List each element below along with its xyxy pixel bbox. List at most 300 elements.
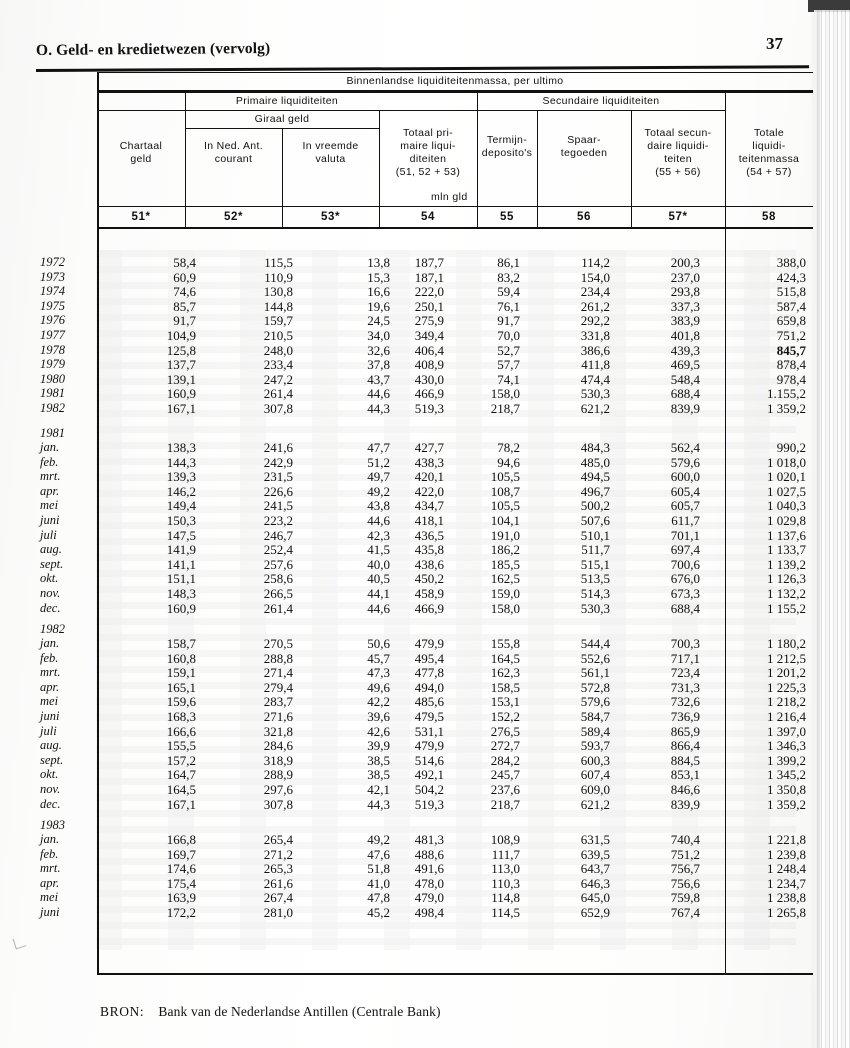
cell-51-sept.: 141,1	[166, 556, 196, 572]
cell-52-okt.: 258,6	[263, 571, 293, 587]
cell-51-aug.: 141,9	[166, 542, 196, 558]
cell-51-juni: 172,2	[166, 905, 196, 920]
cell-56-1975: 261,2	[580, 298, 610, 314]
cell-53-juli: 42,3	[367, 527, 390, 543]
cell-57-1982: 839,9	[670, 401, 700, 416]
cell-57-dec.: 839,9	[670, 796, 700, 812]
colnum-55: 55	[500, 211, 514, 223]
colnum-52: 52*	[223, 211, 244, 223]
colhead-52-line2: courant	[214, 153, 253, 165]
cell-57-dec.: 688,4	[670, 600, 700, 616]
source-label: BRON:	[100, 1004, 145, 1019]
cell-57-mei: 759,8	[670, 890, 700, 906]
cell-53-1981: 44,6	[367, 386, 390, 402]
cell-52-sept.: 257,6	[263, 556, 293, 572]
cell-52-1974: 130,8	[263, 284, 293, 300]
cell-51-mrt.: 139,3	[166, 469, 196, 485]
row-label: mei	[40, 694, 59, 709]
cell-51-1973: 60,9	[173, 269, 196, 285]
cell-58-1975: 587,4	[776, 298, 806, 314]
cell-54-juni: 418,1	[414, 513, 444, 528]
cell-53-aug.: 39,9	[367, 738, 390, 754]
row-label: mei	[40, 498, 59, 513]
cell-56-feb.: 485,0	[580, 454, 610, 470]
colhead-57-line2: daire liquidi-	[647, 140, 709, 152]
cell-54-1975: 250,1	[414, 298, 444, 314]
row-label: feb.	[40, 846, 59, 861]
cell-56-mrt.: 494,5	[580, 469, 610, 485]
cell-58-juli: 1 137,6	[767, 527, 806, 543]
cell-55-mrt.: 113,0	[491, 861, 520, 877]
cell-51-1975: 85,7	[173, 298, 196, 314]
cell-53-jan.: 47,7	[367, 440, 390, 455]
cell-56-apr.: 646,3	[580, 875, 610, 891]
cell-57-aug.: 866,4	[670, 738, 700, 754]
cell-57-aug.: 697,4	[670, 542, 700, 558]
row-label: 1982	[40, 401, 65, 415]
vrule-body-57-58	[725, 228, 726, 973]
cell-55-apr.: 110,3	[491, 875, 520, 891]
cell-55-juni: 104,1	[490, 513, 520, 528]
cell-52-1979: 233,4	[263, 357, 293, 373]
row-label: 1977	[40, 328, 65, 342]
colhead-51-line1: Chartaal	[119, 140, 163, 152]
colhead-56-line2: tegoeden	[560, 147, 608, 159]
cell-58-dec.: 1 359,2	[767, 796, 806, 812]
cell-57-1981: 688,4	[670, 386, 700, 402]
row-label: aug.	[40, 738, 62, 753]
cell-56-sept.: 600,3	[580, 752, 610, 768]
group-label-1982: 1982	[40, 622, 65, 636]
cell-58-1979: 878,4	[776, 357, 806, 373]
cell-56-1972: 114,2	[581, 255, 610, 270]
cell-53-nov.: 44,1	[367, 586, 390, 601]
cell-54-okt.: 492,1	[414, 767, 444, 783]
cell-53-aug.: 41,5	[367, 542, 390, 558]
cell-55-1972: 86,1	[497, 255, 520, 270]
cell-52-1980: 247,2	[263, 371, 293, 387]
cell-55-dec.: 218,7	[490, 796, 520, 812]
cell-54-feb.: 495,4	[414, 650, 444, 666]
cell-58-mrt.: 1 248,4	[767, 861, 806, 877]
cell-57-1972: 200,3	[670, 255, 700, 270]
cell-56-aug.: 593,7	[580, 738, 610, 754]
cell-55-1977: 70,0	[497, 328, 520, 343]
cell-57-1976: 383,9	[670, 313, 700, 329]
row-label: apr.	[40, 875, 60, 890]
row-label: okt.	[40, 571, 59, 586]
cell-53-dec.: 44,6	[367, 600, 390, 616]
cell-56-juli: 589,4	[580, 723, 610, 739]
cell-58-juli: 1 397,0	[767, 723, 806, 739]
row-label: nov.	[40, 586, 61, 600]
cell-51-dec.: 160,9	[166, 600, 196, 616]
row-label: sept.	[40, 556, 64, 571]
cell-57-juni: 736,9	[670, 709, 700, 724]
cell-51-juni: 168,3	[166, 709, 196, 724]
rule-under-supertitle-2	[97, 91, 813, 93]
colhead-51	[97, 140, 185, 166]
row-label: aug.	[40, 542, 62, 557]
cell-54-aug.: 435,8	[414, 542, 444, 558]
cell-52-mrt.: 265,3	[263, 861, 293, 877]
cell-56-1979: 411,8	[581, 357, 610, 373]
cell-54-juli: 436,5	[414, 527, 444, 543]
cell-52-jan.: 270,5	[263, 636, 293, 651]
cell-56-mei: 645,0	[580, 890, 610, 906]
cell-52-mei: 283,7	[263, 694, 293, 710]
colhead-57-line4: (55 + 56)	[655, 166, 701, 178]
cell-51-apr.: 165,1	[166, 679, 196, 695]
cell-52-feb.: 242,9	[263, 454, 293, 470]
cell-52-aug.: 252,4	[263, 542, 293, 558]
colhead-53	[282, 140, 379, 166]
cell-51-mrt.: 159,1	[166, 665, 196, 681]
cell-56-sept.: 515,1	[580, 556, 610, 572]
colhead-54-line1: Totaal pri-	[403, 127, 453, 139]
cell-56-1980: 474,4	[580, 371, 610, 387]
cell-57-jan.: 700,3	[670, 636, 700, 651]
colhead-54-line4: (51, 52 + 53)	[395, 166, 461, 178]
cell-57-feb.: 717,1	[670, 650, 700, 666]
cell-51-1972: 58,4	[173, 255, 196, 270]
cell-56-1974: 234,4	[580, 284, 610, 300]
running-head	[35, 34, 806, 68]
cell-54-sept.: 438,6	[414, 556, 444, 572]
colhead-57	[631, 127, 725, 179]
cell-53-juni: 44,6	[367, 513, 390, 528]
cell-55-juli: 276,5	[490, 723, 520, 739]
cell-55-mrt.: 105,5	[490, 469, 520, 485]
cell-52-okt.: 288,9	[263, 767, 293, 783]
cell-54-mrt.: 477,8	[414, 665, 444, 681]
cell-55-1982: 218,7	[490, 401, 520, 416]
cell-58-jan.: 1 221,8	[767, 832, 806, 847]
cell-53-1974: 16,6	[367, 284, 390, 300]
cell-56-jan.: 484,3	[580, 440, 610, 455]
cell-54-juli: 531,1	[414, 723, 444, 739]
cell-52-1975: 144,8	[263, 298, 293, 314]
cell-51-1982: 167,1	[166, 401, 196, 416]
cell-58-apr.: 1 027,5	[767, 483, 806, 499]
cell-51-okt.: 164,7	[166, 767, 196, 783]
cell-57-mei: 732,6	[670, 694, 700, 710]
cell-52-nov.: 266,5	[263, 586, 293, 601]
cell-52-juli: 246,7	[263, 527, 293, 543]
row-label: okt.	[40, 767, 59, 782]
colnum-53: 53*	[320, 211, 341, 223]
cell-56-mei: 500,2	[580, 498, 610, 514]
cell-54-dec.: 466,9	[414, 600, 444, 616]
row-label: feb.	[40, 650, 59, 665]
cell-53-juni: 39,6	[367, 709, 390, 724]
cell-55-feb.: 111,7	[491, 846, 520, 862]
cell-53-juli: 42,6	[367, 723, 390, 739]
row-label: 1972	[40, 255, 65, 269]
cell-54-juni: 479,5	[414, 709, 444, 724]
cell-53-mrt.: 47,3	[367, 665, 390, 681]
cell-54-apr.: 478,0	[414, 875, 444, 891]
cell-58-sept.: 1 399,2	[767, 752, 806, 768]
cell-55-1981: 158,0	[490, 386, 520, 402]
page-number: 37	[766, 34, 783, 53]
cell-57-feb.: 751,2	[670, 846, 700, 862]
cell-58-aug.: 1 133,7	[767, 542, 806, 558]
group-primaire: Primaire liquiditeiten	[235, 95, 339, 107]
cell-58-jan.: 990,2	[776, 440, 806, 455]
cell-54-1982: 519,3	[414, 401, 444, 416]
rule-below-colnums	[97, 227, 813, 229]
colhead-58-line2: liquidi-	[752, 140, 786, 152]
row-label: 1980	[40, 371, 65, 386]
cell-58-apr.: 1 225,3	[767, 679, 806, 695]
rule-above-colnums	[97, 206, 813, 207]
cell-58-1973: 424,3	[776, 269, 806, 285]
row-label: mrt.	[40, 665, 61, 680]
cell-53-1982: 44,3	[367, 401, 390, 416]
cell-52-mrt.: 271,4	[263, 665, 293, 681]
colhead-57-line3: teiten	[664, 153, 692, 165]
source-text: Bank van de Nederlandse Antillen (Centrale Bank)	[158, 1004, 441, 1019]
row-label: mrt.	[40, 861, 61, 876]
cell-55-1976: 91,7	[497, 313, 520, 329]
cell-51-jan.: 158,7	[166, 636, 196, 651]
cell-51-jan.: 138,3	[166, 440, 196, 455]
cell-56-aug.: 511,7	[581, 542, 610, 558]
cell-56-1977: 331,8	[580, 328, 610, 343]
cell-51-feb.: 160,8	[166, 650, 196, 666]
cell-51-jan.: 166,8	[166, 832, 196, 847]
row-label: juni	[40, 709, 60, 723]
cell-55-aug.: 272,7	[490, 738, 520, 754]
cell-56-dec.: 530,3	[580, 600, 610, 616]
row-label: 1978	[40, 342, 65, 357]
cell-54-mei: 485,6	[414, 694, 444, 710]
cell-56-apr.: 496,7	[580, 483, 610, 499]
cell-52-1976: 159,7	[263, 313, 293, 329]
cell-55-jan.: 78,2	[497, 440, 520, 455]
cell-51-sept.: 157,2	[166, 752, 196, 768]
cell-52-1972: 115,5	[264, 255, 293, 270]
table-top-rule	[97, 72, 813, 73]
cell-53-1972: 13,8	[367, 255, 390, 270]
cell-58-1976: 659,8	[776, 313, 806, 329]
row-label: sept.	[40, 752, 64, 767]
cell-58-1982: 1 359,2	[767, 401, 806, 416]
colhead-55-line1: Termijn-	[486, 134, 528, 146]
cell-56-mrt.: 561,1	[580, 665, 610, 681]
cell-58-apr.: 1 234,7	[767, 875, 806, 891]
cell-52-mrt.: 231,5	[263, 469, 293, 485]
cell-54-1974: 222,0	[414, 284, 444, 300]
cell-55-nov.: 237,6	[490, 782, 520, 797]
cell-55-apr.: 158,5	[490, 679, 520, 695]
statistical-table	[97, 72, 813, 975]
cell-56-1982: 621,2	[580, 401, 610, 416]
cell-58-1981: 1.155,2	[767, 386, 806, 402]
cell-58-aug.: 1 346,3	[767, 738, 806, 754]
cell-57-1977: 401,8	[670, 328, 700, 343]
cell-55-juni: 152,2	[490, 709, 520, 724]
cell-54-sept.: 514,6	[414, 752, 444, 768]
cell-54-1978: 406,4	[414, 342, 444, 358]
colhead-58	[725, 127, 813, 179]
cell-57-apr.: 756,6	[670, 875, 700, 891]
cell-56-mrt.: 643,7	[580, 861, 610, 877]
cell-51-1980: 139,1	[166, 371, 196, 387]
cell-57-juni: 611,7	[671, 513, 700, 528]
cell-54-mrt.: 420,1	[414, 469, 444, 485]
cell-58-feb.: 1 018,0	[767, 454, 806, 470]
cell-53-nov.: 42,1	[367, 782, 390, 797]
row-label: juni	[40, 513, 60, 527]
cell-54-apr.: 422,0	[414, 483, 444, 499]
cell-57-1975: 337,3	[670, 298, 700, 314]
cell-56-jan.: 544,4	[580, 636, 610, 651]
colnum-54: 54	[421, 211, 435, 223]
colhead-54-line3: diteiten	[409, 153, 447, 165]
cell-57-mrt.: 723,4	[670, 665, 700, 681]
cell-53-okt.: 40,5	[367, 571, 390, 587]
cell-52-1982: 307,8	[263, 401, 293, 416]
cell-54-nov.: 504,2	[414, 782, 444, 797]
cell-55-aug.: 186,2	[490, 542, 520, 558]
cell-54-jan.: 479,9	[414, 636, 444, 651]
colhead-56	[537, 134, 631, 160]
cell-54-1979: 408,9	[414, 357, 444, 373]
cell-54-1976: 275,9	[414, 313, 444, 329]
cell-52-jan.: 265,4	[263, 832, 293, 847]
cell-57-1979: 469,5	[670, 357, 700, 373]
cell-52-juni: 223,2	[263, 513, 293, 528]
cell-53-sept.: 40,0	[367, 556, 390, 572]
cell-57-mei: 605,7	[670, 498, 700, 514]
stub-separator-rule	[97, 72, 99, 975]
cell-52-1978: 248,0	[263, 342, 293, 358]
colhead-52	[185, 140, 282, 166]
cell-55-sept.: 185,5	[490, 556, 520, 572]
cell-55-juni: 114,5	[491, 905, 520, 920]
cell-55-mei: 114,8	[491, 890, 520, 906]
cell-57-okt.: 676,0	[670, 571, 700, 587]
cell-51-mei: 149,4	[166, 498, 196, 514]
cell-52-1977: 210,5	[263, 328, 293, 343]
cell-52-apr.: 226,6	[263, 483, 293, 499]
cell-57-sept.: 700,6	[670, 556, 700, 572]
cell-58-mrt.: 1 201,2	[767, 665, 806, 681]
cell-51-feb.: 169,7	[166, 846, 196, 862]
cell-58-jan.: 1 180,2	[767, 636, 806, 651]
cell-56-feb.: 552,6	[580, 650, 610, 666]
row-label: nov.	[40, 782, 61, 796]
row-label: 1976	[40, 313, 65, 328]
row-label: 1975	[40, 298, 65, 313]
cell-58-nov.: 1 350,8	[767, 782, 806, 797]
row-label: 1981	[40, 386, 65, 401]
cell-58-mrt.: 1 020,1	[767, 469, 806, 485]
colhead-55-line2: deposito's	[481, 147, 533, 159]
cell-54-1972: 187,7	[414, 255, 444, 270]
cell-55-okt.: 245,7	[490, 767, 520, 783]
cell-51-mei: 163,9	[166, 890, 196, 906]
cell-51-nov.: 148,3	[166, 586, 196, 601]
cell-57-juni: 767,4	[670, 905, 700, 920]
cell-54-juni: 498,4	[414, 905, 444, 920]
colhead-55	[477, 134, 537, 160]
cell-55-nov.: 159,0	[490, 586, 520, 601]
cell-55-okt.: 162,5	[490, 571, 520, 587]
cell-51-juli: 147,5	[166, 527, 196, 543]
cell-51-mei: 159,6	[166, 694, 196, 710]
cell-51-apr.: 175,4	[166, 875, 196, 891]
cell-57-juli: 865,9	[670, 723, 700, 739]
table-bottom-rule	[97, 973, 813, 975]
cell-52-1981: 261,4	[263, 386, 293, 402]
cell-56-juni: 584,7	[580, 709, 610, 724]
cell-58-feb.: 1 239,8	[767, 846, 806, 862]
cell-58-juni: 1 216,4	[767, 709, 806, 724]
cell-57-jan.: 562,4	[670, 440, 700, 455]
colhead-58-line3: teitenmassa	[738, 153, 800, 165]
group-label-1983: 1983	[40, 818, 65, 832]
cell-53-dec.: 44,3	[367, 796, 390, 812]
cell-54-apr.: 494,0	[414, 679, 444, 695]
unit-note: mln gld	[431, 191, 468, 203]
cell-58-1978: 845,7	[776, 342, 806, 358]
cell-58-mei: 1 040,3	[767, 498, 806, 514]
cell-51-1981: 160,9	[166, 386, 196, 402]
cell-51-feb.: 144,3	[166, 454, 196, 470]
row-label: jan.	[40, 832, 60, 846]
cell-51-juli: 166,6	[166, 723, 196, 739]
cell-55-1979: 57,7	[497, 357, 520, 373]
cell-58-nov.: 1 132,2	[767, 586, 806, 601]
row-label: apr.	[40, 679, 60, 694]
cell-53-jan.: 49,2	[367, 832, 390, 847]
cell-54-jan.: 427,7	[414, 440, 444, 455]
cell-56-dec.: 621,2	[580, 796, 610, 812]
colnum-58: 58	[762, 211, 776, 223]
cell-55-1975: 76,1	[497, 298, 520, 314]
cell-57-1980: 548,4	[670, 371, 700, 387]
row-label: 1973	[40, 269, 65, 284]
cell-53-feb.: 51,2	[367, 454, 390, 470]
cell-57-jan.: 740,4	[670, 832, 700, 847]
cell-53-1980: 43,7	[367, 371, 390, 387]
cell-58-feb.: 1 212,5	[767, 650, 806, 666]
cell-52-dec.: 307,8	[263, 796, 293, 812]
cell-53-feb.: 47,6	[367, 846, 390, 862]
cell-53-1975: 19,6	[367, 298, 390, 314]
cell-54-1973: 187,1	[414, 269, 444, 285]
cell-58-1974: 515,8	[776, 284, 806, 300]
cell-56-mei: 579,6	[580, 694, 610, 710]
cell-55-mei: 153,1	[490, 694, 520, 710]
cell-51-juni: 150,3	[166, 513, 196, 528]
cell-53-feb.: 45,7	[367, 650, 390, 666]
cell-53-1979: 37,8	[367, 357, 390, 373]
cell-53-apr.: 49,6	[367, 679, 390, 695]
cell-57-sept.: 884,5	[670, 752, 700, 768]
cell-58-mei: 1 218,2	[767, 694, 806, 710]
cell-53-mrt.: 51,8	[367, 861, 390, 877]
cell-58-okt.: 1 126,3	[767, 571, 806, 587]
colhead-54	[379, 127, 477, 179]
row-label: juni	[40, 905, 60, 919]
row-label: apr.	[40, 483, 60, 498]
colhead-57-line1: Totaal secun-	[644, 127, 712, 139]
colhead-58-line4: (54 + 57)	[746, 166, 792, 178]
